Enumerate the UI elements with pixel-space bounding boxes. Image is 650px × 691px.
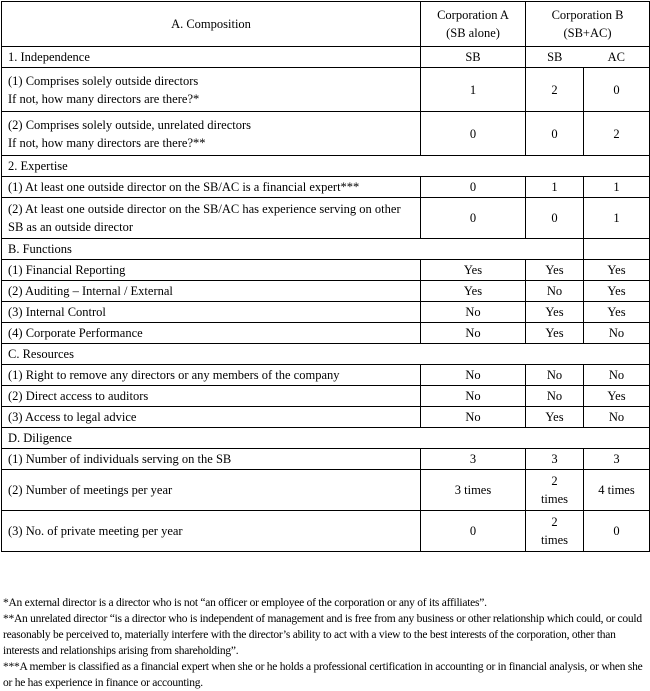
cell-corp-b-ac: Yes [584,302,650,323]
diligence-heading: D. Diligence [2,428,650,449]
cell-corp-b-ac: 0 [584,68,650,112]
functions-heading-row [2,239,650,260]
row-label: (2) Direct access to auditors [2,386,421,407]
cell-value-number: 2 [551,474,558,488]
col-b-sb-label: SB [526,47,584,68]
row-label-line: If not, how many directors are there?* [8,91,200,106]
cell-value-unit: times [540,492,569,506]
expertise-heading: 2. Expertise [2,156,650,177]
cell-corp-a: No [421,302,526,323]
cell-corp-b-sb: No [526,386,584,407]
independence-heading-row [2,47,650,68]
table-row [2,511,650,552]
cell-corp-b-ac: 4 times [584,470,650,511]
cell-value-unit: times [540,533,569,547]
cell-corp-a: 1 [421,68,526,112]
cell-corp-a: No [421,323,526,344]
expertise-heading-row [2,156,650,177]
corporation-a-structure: (SB alone) [446,26,500,40]
cell-corp-b-ac: No [584,407,650,428]
cell-corp-a: No [421,407,526,428]
cell-corp-b-ac: 2 [584,112,650,156]
row-label: (4) Corporate Performance [2,323,421,344]
corporation-a-heading [421,2,526,47]
row-label: (1) Right to remove any directors or any members of the company [2,365,421,386]
footnotes [3,595,648,691]
table-row [2,407,650,428]
table-row [2,386,650,407]
row-label [2,112,421,156]
cell-corp-b-sb: 1 [526,177,584,198]
row-label: (1) Number of individuals serving on the SB [2,449,421,470]
table-row [2,470,650,511]
row-label: (1) Financial Reporting [2,260,421,281]
governance-comparison-table [1,1,650,552]
resources-heading: C. Resources [2,344,650,365]
cell-corp-b-sb: Yes [526,323,584,344]
cell-corp-b-sb: Yes [526,407,584,428]
col-a-sb-label: SB [421,47,526,68]
row-label-line: If not, how many directors are there?** [8,135,206,150]
cell-corp-b-sb: 3 [526,449,584,470]
cell-corp-a: 3 [421,449,526,470]
table-row [2,281,650,302]
cell-corp-b-ac: Yes [584,281,650,302]
cell-corp-b-sb: No [526,365,584,386]
cell-corp-b-ac: 1 [584,177,650,198]
row-label-line: (2) Comprises solely outside, unrelated directors [8,117,251,132]
cell-corp-b-sb: 0 [526,198,584,239]
cell-corp-a: No [421,386,526,407]
cell-corp-a: Yes [421,260,526,281]
row-label-line: (1) Comprises solely outside directors [8,73,199,88]
section-a-heading: A. Composition [2,2,421,47]
table-row [2,365,650,386]
table-row [2,302,650,323]
corporation-b-heading [526,2,650,47]
table-row [2,198,650,239]
diligence-heading-row [2,428,650,449]
footnote-unrelated-director: **An unrelated director “is a director who is independent of management and is free from any business or other relationship which could, or could reasonably be perceived to, materially interfere with the director’s ability to act with a view to the best interests of the corporation, other than interests and relationships arising from shareholding”. [3,613,642,657]
row-label: (3) No. of private meeting per year [2,511,421,552]
table-row [2,68,650,112]
row-label [2,68,421,112]
cell-corp-a: No [421,365,526,386]
cell-corp-b-ac: No [584,365,650,386]
cell-corp-b-sb: 2 [526,68,584,112]
row-label: (3) Access to legal advice [2,407,421,428]
cell-corp-b-ac: Yes [584,260,650,281]
corporation-b-name: Corporation B [551,8,624,22]
independence-heading: 1. Independence [2,47,421,68]
table-row [2,260,650,281]
cell-corp-a: 3 times [421,470,526,511]
row-label: (2) At least one outside director on the SB/AC has experience serving on other SB as an outside director [2,198,421,239]
cell-corp-a: 0 [421,511,526,552]
table-row [2,449,650,470]
row-label: (1) At least one outside director on the SB/AC is a financial expert*** [2,177,421,198]
cell-corp-a: 0 [421,198,526,239]
row-label: (3) Internal Control [2,302,421,323]
cell-corp-b-ac: No [584,323,650,344]
cell-corp-b-sb: No [526,281,584,302]
row-label: (2) Auditing – Internal / External [2,281,421,302]
table-row [2,323,650,344]
cell-corp-b-sb: Yes [526,260,584,281]
cell-corp-b-ac: 0 [584,511,650,552]
cell-value-number: 2 [551,515,558,529]
footnote-financial-expert: ***A member is classified as a financial expert when she or he holds a professional certification in accounting or in financial analysis, or when she or he has experience in finance or accounting. [3,661,643,689]
col-b-ac-label: AC [584,47,650,68]
cell-corp-a: 0 [421,112,526,156]
footnote-external-director: *An external director is a director who is not “an officer or employee of the corporation or any of its affiliates”. [3,597,487,609]
row-label: (2) Number of meetings per year [2,470,421,511]
cell-corp-b-sb [526,470,584,511]
table-row [2,177,650,198]
cell-corp-b-sb: Yes [526,302,584,323]
cell-corp-a: 0 [421,177,526,198]
functions-heading: B. Functions [2,239,584,260]
empty-cell [584,239,650,260]
corporation-b-structure: (SB+AC) [563,26,612,40]
corporation-a-name: Corporation A [437,8,509,22]
cell-corp-b-sb [526,511,584,552]
cell-corp-b-sb: 0 [526,112,584,156]
cell-corp-b-ac: Yes [584,386,650,407]
cell-corp-a: Yes [421,281,526,302]
resources-heading-row [2,344,650,365]
table-header-row [2,2,650,47]
table-row [2,112,650,156]
cell-corp-b-ac: 1 [584,198,650,239]
cell-corp-b-ac: 3 [584,449,650,470]
